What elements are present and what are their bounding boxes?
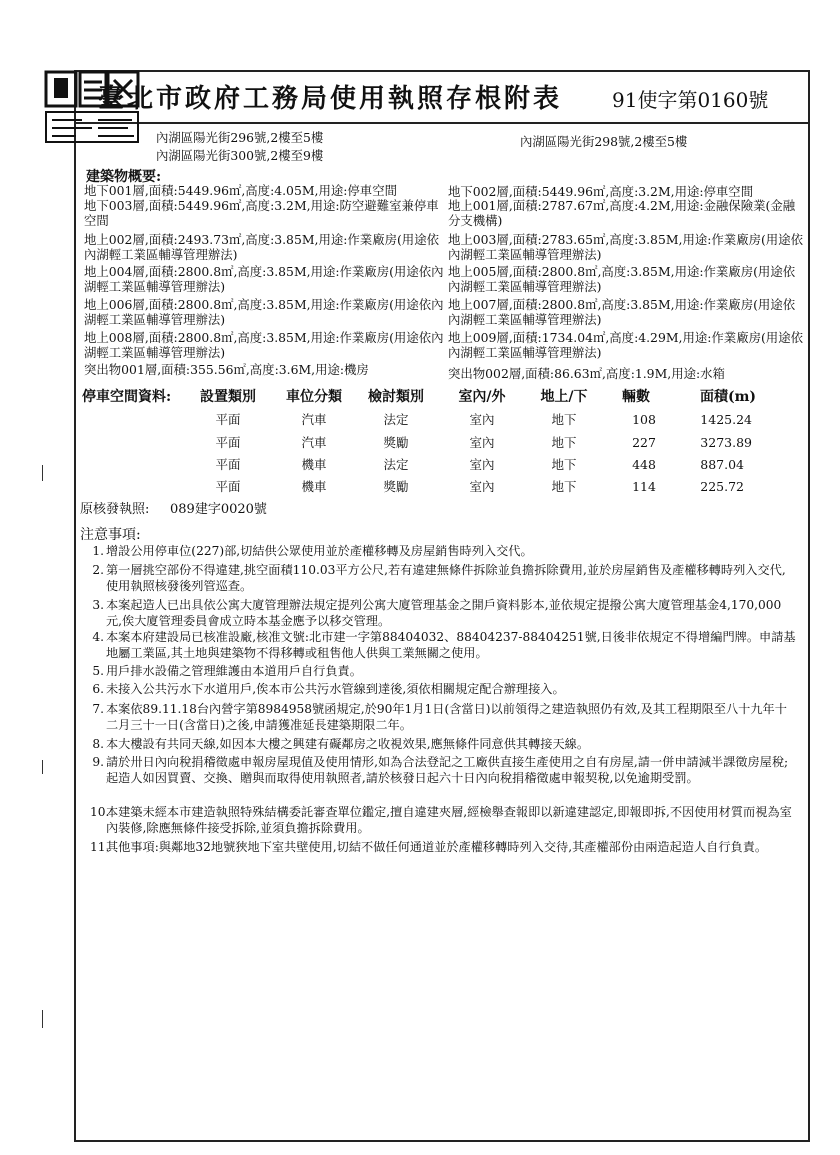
parking-cell: 平面 bbox=[215, 457, 241, 472]
note-number: 3. bbox=[92, 598, 104, 612]
floor-entry: 地上008層,面積:2800.8㎡,高度:3.85M,用途:作業廠房(用途依內湖輕工業區輔導管理辦法) bbox=[84, 330, 444, 360]
floor-entry: 突出物002層,面積:86.63㎡,高度:1.9M,用途:水箱 bbox=[448, 366, 725, 381]
note-text: 本案起造人已出具依公寓大廈管理辦法規定提列公寓大廈管理基金之開戶資料影本,並依規定提撥公寓大廈管理基金4,170,000元,俟大廈管理委員會成立時本基金應予以移交管理。 bbox=[106, 598, 782, 628]
address-right-1: 內湖區陽光街298號,2樓至5樓 bbox=[520, 134, 688, 149]
note-text: 用戶排水設備之管理維護由本道用戶自行負責。 bbox=[106, 664, 362, 678]
floor-entry: 地下002層,面積:5449.96㎡,高度:3.2M,用途:停車空間 bbox=[448, 184, 754, 199]
note-text: 本大樓設有共同天線,如因本大樓之興建有礙鄰房之收視效果,應無條件同意供其轉接天線。 bbox=[106, 737, 590, 751]
building-heading: 建築物概要: bbox=[86, 169, 162, 185]
parking-cell: 獎勵 bbox=[383, 435, 409, 450]
note-text: 第一層挑空部份不得違建,挑空面積110.03平方公尺,若有違建無條件拆除並負擔拆除費用,並於房屋銷售及產權移轉時列入交代,使用執照核發後列管巡查。 bbox=[106, 563, 786, 593]
note-text: 增設公用停車位(227)部,切結供公眾使用並於產權移轉及房屋銷售時列入交代。 bbox=[106, 544, 533, 558]
note-text: 本案本府建設局已核准設廠,核准文號:北市建一字第88404032、88404237-88404251號,日後非依規定不得增編門牌。申請基地屬工業區,其土地與建築物不得移轉或租售他人供與工業無關之使用。 bbox=[106, 630, 796, 660]
parking-cell: 法定 bbox=[383, 457, 409, 472]
address-left-1: 內湖區陽光街296號,2樓至5樓 bbox=[156, 130, 324, 145]
floor-entry: 地上002層,面積:2493.73㎡,高度:3.85M,用途:作業廠房(用途依內湖輕工業區輔導管理辦法) bbox=[84, 232, 439, 262]
note-item bbox=[90, 563, 802, 594]
parking-cell: 法定 bbox=[383, 412, 409, 427]
original-license-value: 089建字0020號 bbox=[170, 502, 267, 517]
note-number: 2. bbox=[92, 563, 104, 577]
floor-entry: 突出物001層,面積:355.56㎡,高度:3.6M,用途:機房 bbox=[84, 362, 369, 377]
note-item bbox=[90, 544, 802, 560]
parking-cell: 887.04 bbox=[700, 457, 744, 472]
parking-cell: 225.72 bbox=[700, 479, 744, 494]
floor-entry: 地上004層,面積:2800.8㎡,高度:3.85M,用途:作業廠房(用途依內湖輕工業區輔導管理辦法) bbox=[84, 264, 444, 294]
parking-cell: 汽車 bbox=[301, 412, 327, 427]
floor-entry: 地上001層,面積:2787.67㎡,高度:4.2M,用途:金融保險業(金融分支機構) bbox=[448, 198, 796, 228]
note-number: 4. bbox=[92, 630, 104, 644]
note-number: 8. bbox=[92, 737, 104, 751]
original-license-label: 原核發執照: bbox=[80, 502, 150, 517]
parking-cell: 3273.89 bbox=[700, 435, 752, 450]
parking-cell: 1425.24 bbox=[700, 412, 752, 427]
parking-header: 面積(m) bbox=[699, 389, 757, 405]
note-number: 7. bbox=[92, 702, 104, 716]
parking-cell: 平面 bbox=[215, 412, 241, 427]
note-item bbox=[90, 755, 802, 786]
parking-cell: 地下 bbox=[551, 435, 577, 450]
parking-cell: 室內 bbox=[469, 479, 495, 494]
parking-cell: 227 bbox=[632, 435, 656, 450]
note-text: 請於卅日內向稅捐稽徵處申報房屋現值及使用情形,如為合法登記之工廠供直接生產使用之自有房屋,請一併申請減半課徵房屋稅;起造人如因買賣、交換、贈與而取得使用執照者,請於核發日起六十日內向稅捐稽徵處申報契稅,以免逾期受罰。 bbox=[106, 755, 789, 785]
parking-header: 室內/外 bbox=[458, 389, 506, 405]
note-item bbox=[90, 630, 802, 661]
note-item bbox=[90, 664, 802, 680]
parking-cell: 114 bbox=[632, 479, 656, 494]
note-item bbox=[90, 737, 802, 753]
document-title: 臺北市政府工務局使用執照存根附表 bbox=[98, 84, 563, 114]
note-item bbox=[90, 682, 802, 698]
parking-header: 檢討類別 bbox=[368, 389, 424, 405]
parking-cell: 機車 bbox=[301, 479, 327, 494]
parking-cell: 平面 bbox=[215, 435, 241, 450]
note-text: 本建築未經本市建造執照特殊結構委託審查單位鑑定,擅自違建夾層,經檢舉查報即以新違建認定,即報即拆,不因使用材質而視為室內裝修,除應無條件接受拆除,並須負擔拆除費用。 bbox=[106, 805, 792, 835]
note-item bbox=[90, 805, 802, 836]
parking-header: 輛數 bbox=[622, 389, 650, 405]
note-number: 11. bbox=[90, 840, 110, 854]
parking-header: 車位分類 bbox=[286, 389, 342, 405]
parking-cell: 室內 bbox=[469, 412, 495, 427]
note-item bbox=[90, 840, 802, 856]
parking-cell: 地下 bbox=[551, 412, 577, 427]
note-item bbox=[90, 598, 802, 629]
note-text: 其他事項:與鄰地32地號狹地下室共壁使用,切結不做任何通道並於產權移轉時列入交待,其產權部份由兩造起造人自行負責。 bbox=[106, 840, 768, 854]
parking-cell: 室內 bbox=[469, 457, 495, 472]
note-number: 5. bbox=[92, 664, 104, 678]
title-divider bbox=[74, 122, 810, 124]
parking-cell: 汽車 bbox=[301, 435, 327, 450]
parking-cell: 平面 bbox=[215, 479, 241, 494]
parking-cell: 室內 bbox=[469, 435, 495, 450]
floor-entry: 地上006層,面積:2800.8㎡,高度:3.85M,用途:作業廠房(用途依內湖輕工業區輔導管理辦法) bbox=[84, 297, 444, 327]
parking-header: 設置類別 bbox=[200, 389, 256, 405]
note-number: 10. bbox=[90, 805, 110, 819]
note-number: 6. bbox=[92, 682, 104, 696]
parking-cell: 地下 bbox=[551, 457, 577, 472]
parking-cell: 地下 bbox=[551, 479, 577, 494]
margin-mark bbox=[42, 760, 49, 774]
document-number: 91使字第0160號 bbox=[612, 88, 769, 112]
parking-cell: 108 bbox=[632, 412, 656, 427]
floor-entry: 地上007層,面積:2800.8㎡,高度:3.85M,用途:作業廠房(用途依內湖輕工業區輔導管理辦法) bbox=[448, 297, 796, 327]
parking-cell: 機車 bbox=[301, 457, 327, 472]
floor-entry: 地下003層,面積:5449.96㎡,高度:3.2M,用途:防空避難室兼停車空間 bbox=[84, 198, 439, 228]
margin-mark bbox=[42, 465, 49, 481]
margin-mark bbox=[42, 1010, 49, 1028]
floor-entry: 地上009層,面積:1734.04㎡,高度:4.29M,用途:作業廠房(用途依內湖輕工業區輔導管理辦法) bbox=[448, 330, 803, 360]
parking-header: 地上/下 bbox=[540, 389, 588, 405]
note-number: 1. bbox=[92, 544, 104, 558]
parking-cell: 448 bbox=[632, 457, 656, 472]
note-number: 9. bbox=[92, 755, 104, 769]
note-text: 未接入公共污水下水道用戶,俟本市公共污水管線到達後,須依相關規定配合辦理接入。 bbox=[106, 682, 565, 696]
parking-cell: 獎勵 bbox=[383, 479, 409, 494]
note-text: 本案依89.11.18台內營字第8984958號函規定,於90年1月1日(含當日)以前領得之建造執照仍有效,及其工程期限至八十九年十二月三十一日(含當日)之後,申請獲准延長建築期限二年。 bbox=[106, 702, 787, 732]
parking-label: 停車空間資料: bbox=[82, 389, 172, 405]
floor-entry: 地下001層,面積:5449.96㎡,高度:4.05M,用途:停車空間 bbox=[84, 183, 397, 198]
floor-entry: 地上003層,面積:2783.65㎡,高度:3.85M,用途:作業廠房(用途依內湖輕工業區輔導管理辦法) bbox=[448, 232, 803, 262]
notes-heading: 注意事項: bbox=[80, 527, 141, 543]
address-left-2: 內湖區陽光街300號,2樓至9樓 bbox=[156, 148, 324, 163]
floor-entry: 地上005層,面積:2800.8㎡,高度:3.85M,用途:作業廠房(用途依內湖輕工業區輔導管理辦法) bbox=[448, 264, 796, 294]
note-item bbox=[90, 702, 802, 733]
